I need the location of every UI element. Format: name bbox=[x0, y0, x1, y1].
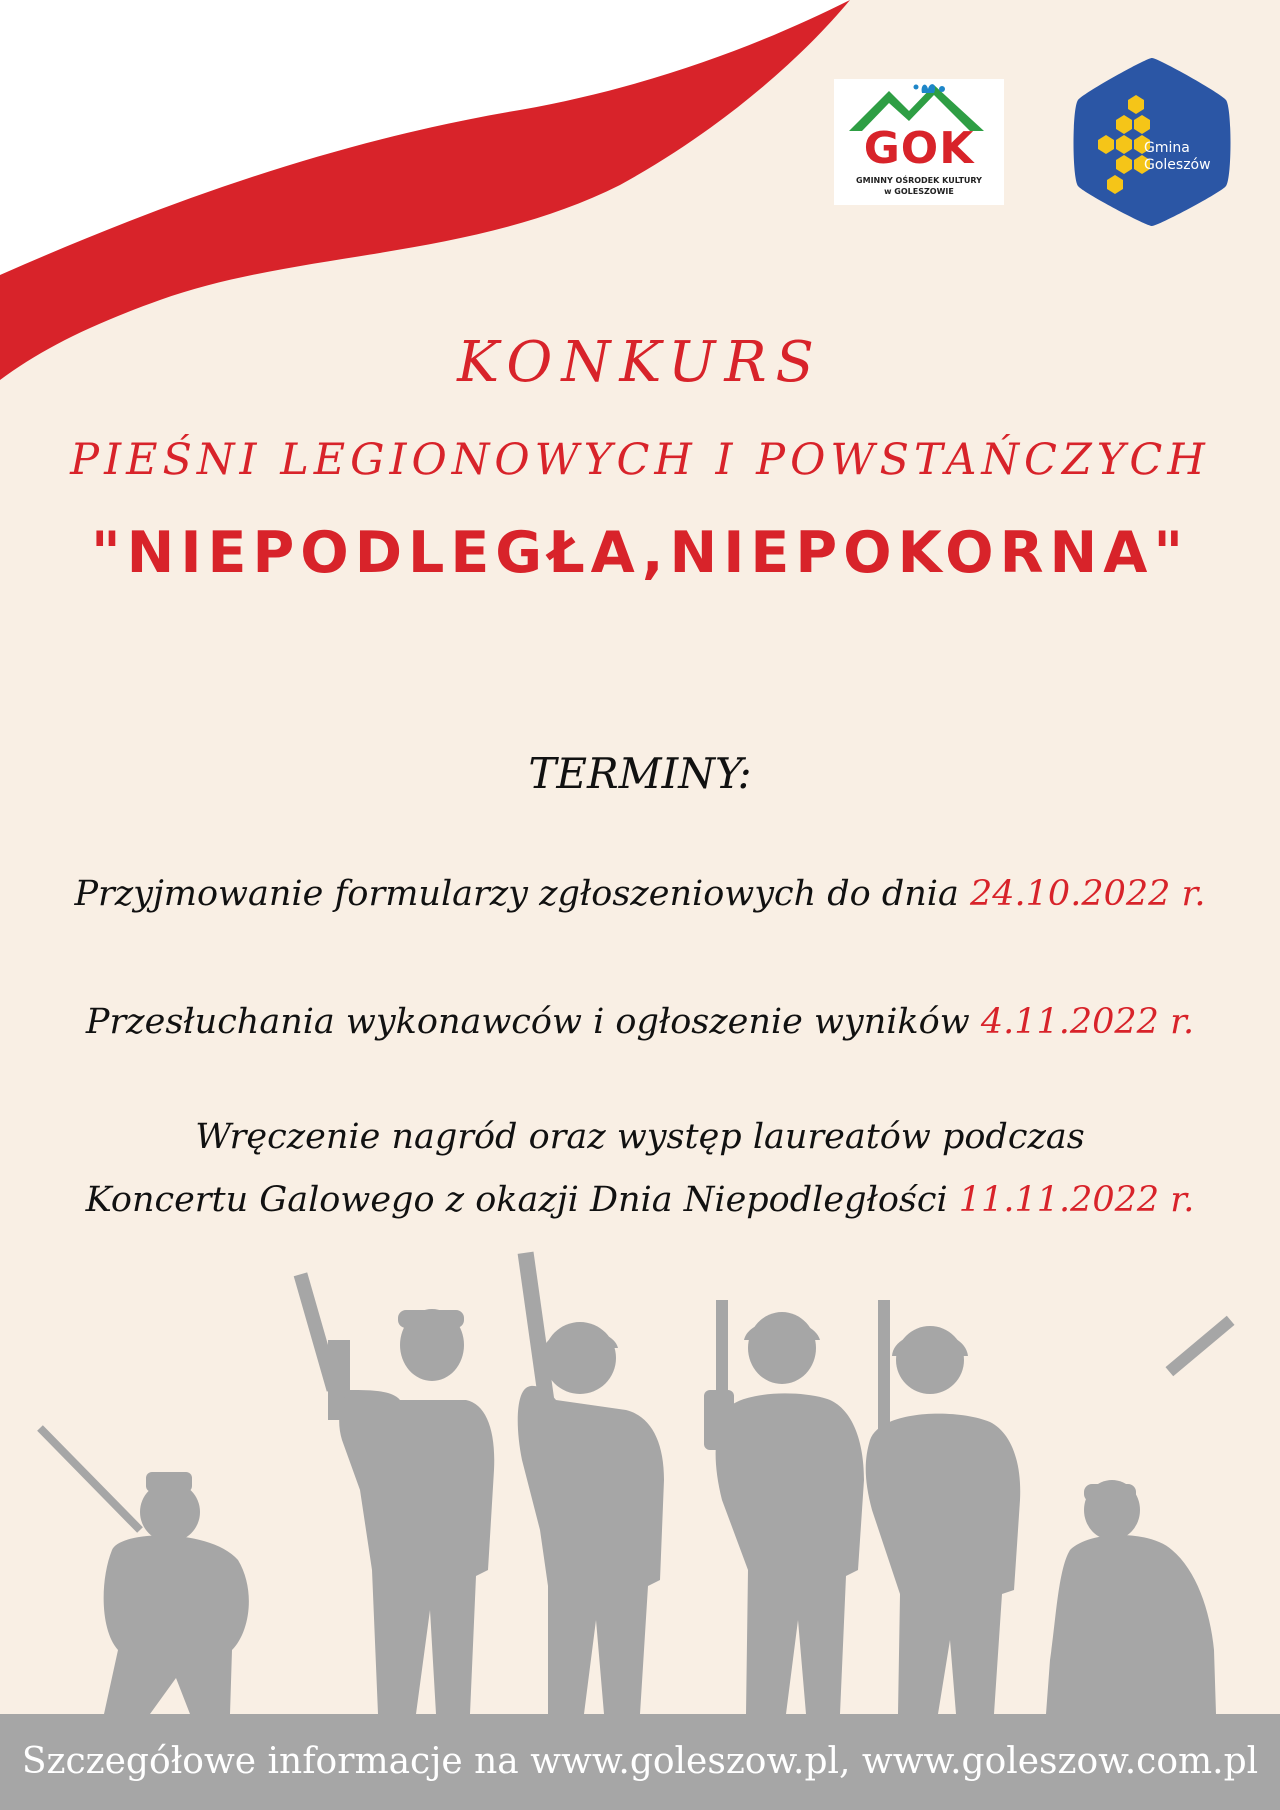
term-item-3-line1: Wręczenie nagród oraz występ laureatów podczas bbox=[195, 1117, 1085, 1157]
gok-subtitle-line2: w GOLESZOWIE bbox=[884, 187, 954, 196]
soldier-silhouette-2 bbox=[294, 1272, 495, 1714]
soldier-silhouettes bbox=[0, 1240, 1280, 1714]
soldier-silhouette-3 bbox=[518, 1252, 664, 1714]
soldier-silhouette-6 bbox=[1046, 1316, 1234, 1714]
soldier-silhouette-4 bbox=[704, 1300, 864, 1714]
gmina-line2: Goleszów bbox=[1144, 157, 1211, 173]
term-item-2-date: 4.11.2022 r. bbox=[980, 1002, 1195, 1042]
gok-subtitle-line1: GMINNY OŚRODEK KULTURY bbox=[856, 176, 982, 185]
terms-heading: TERMINY: bbox=[528, 749, 752, 798]
title-niepodlegla: "NIEPODLEGŁA,NIEPOKORNA" bbox=[90, 520, 1190, 586]
term-item-3-date: 11.11.2022 r. bbox=[958, 1180, 1195, 1220]
gok-logo-letters: GOK bbox=[863, 123, 975, 174]
term-item-1-date: 24.10.2022 r. bbox=[970, 874, 1206, 914]
term-item-1-text: Przyjmowanie formularzy zgłoszeniowych do dnia bbox=[74, 874, 970, 914]
soldier-silhouette-5 bbox=[866, 1300, 1020, 1714]
term-item-1 bbox=[0, 870, 1280, 918]
gok-logo-subtitle bbox=[834, 175, 1004, 197]
title-piesni: PIEŚNI LEGIONOWYCH I POWSTAŃCZYCH bbox=[70, 435, 1210, 485]
soldier-silhouette-1 bbox=[40, 1428, 249, 1714]
gmina-line1: Gmina bbox=[1144, 140, 1190, 156]
term-item-2 bbox=[0, 998, 1280, 1046]
gmina-logo-text bbox=[1144, 140, 1211, 174]
term-item-3-line2 bbox=[0, 1176, 1280, 1224]
gok-logo bbox=[834, 79, 1004, 205]
term-item-3-text: Koncertu Galowego z okazji Dnia Niepodległości bbox=[85, 1180, 959, 1220]
term-item-2-text: Przesłuchania wykonawców i ogłoszenie wyników bbox=[85, 1002, 981, 1042]
footer-info: Szczegółowe informacje na www.goleszow.pl, www.goleszow.com.pl bbox=[0, 1714, 1280, 1810]
title-konkurs: KONKURS bbox=[457, 330, 823, 395]
